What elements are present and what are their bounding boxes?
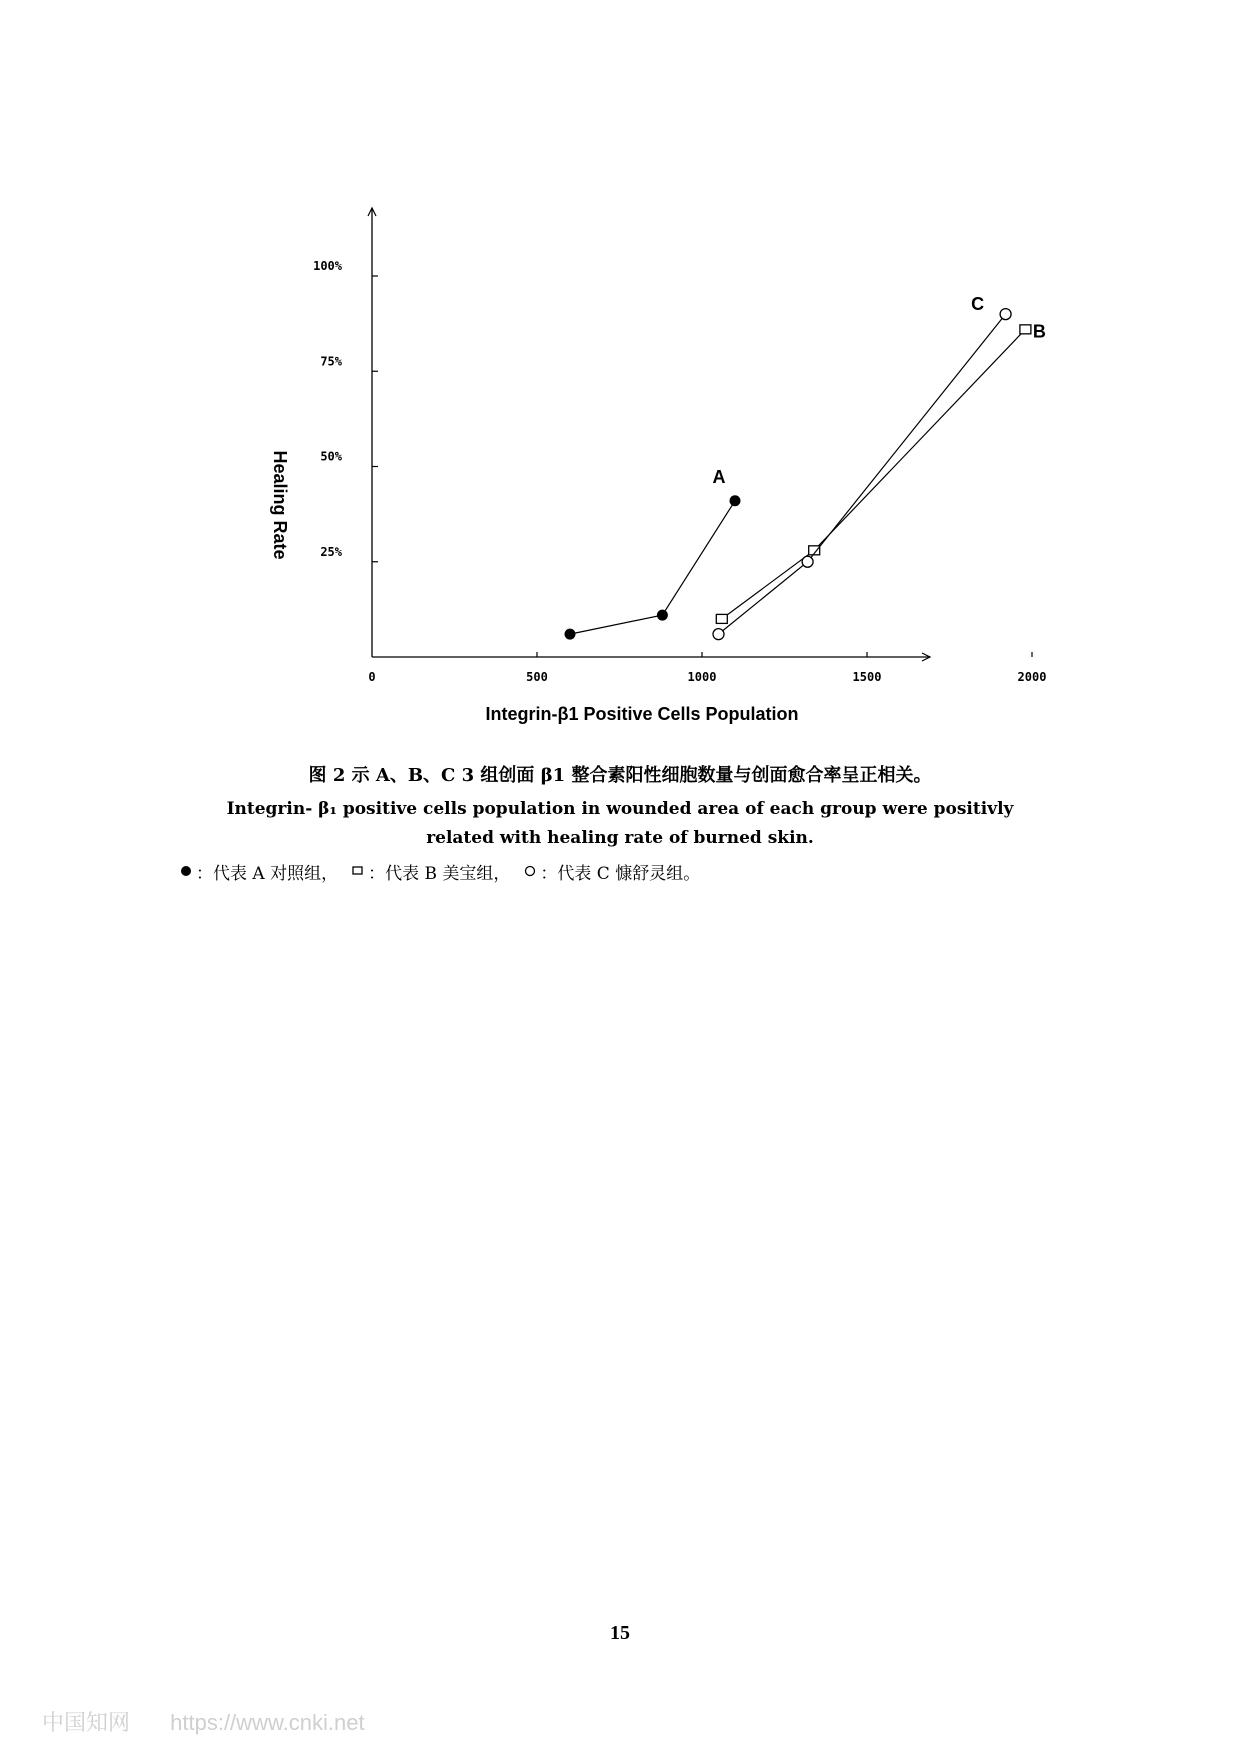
series-line bbox=[719, 314, 1006, 634]
series-a bbox=[565, 467, 741, 640]
figure-caption-english-line1: Integrin- β₁ positive cells population in wounded area of each group were positivly bbox=[226, 799, 1014, 819]
data-point bbox=[1020, 325, 1031, 334]
y-tick-label: 75% bbox=[320, 354, 342, 369]
x-tick-label: 2000 bbox=[1017, 670, 1047, 684]
page-number: 15 bbox=[610, 1622, 630, 1644]
filled-circle-icon bbox=[180, 862, 192, 882]
x-tick-label: 1000 bbox=[687, 670, 717, 684]
x-tick-label: 0 bbox=[368, 670, 376, 684]
figure-caption-chinese: 图 2 示 A、B、C 3 组创面 β1 整合素阳性细胞数量与创面愈合率呈正相关。 bbox=[308, 765, 932, 786]
watermark-url: https://www.cnki.net bbox=[170, 1710, 365, 1735]
y-axis-ticks bbox=[313, 259, 378, 562]
series-line bbox=[722, 329, 1026, 619]
data-point bbox=[1000, 309, 1011, 320]
y-axis-title: Healing Rate bbox=[270, 450, 290, 560]
series-label: A bbox=[712, 466, 726, 487]
data-point bbox=[657, 610, 668, 621]
y-tick-label: 25% bbox=[320, 544, 342, 559]
legend-item-c: ：代表 C 慷舒灵组。 bbox=[540, 864, 701, 884]
series-b bbox=[716, 321, 1046, 623]
x-axis-title: Integrin-β1 Positive Cells Population bbox=[485, 704, 799, 724]
data-point bbox=[716, 614, 727, 623]
open-square-icon bbox=[352, 862, 364, 882]
axes bbox=[368, 208, 930, 661]
series-line bbox=[570, 501, 735, 634]
series-label: C bbox=[971, 294, 985, 315]
y-tick-label: 50% bbox=[320, 449, 342, 464]
watermark bbox=[42, 1706, 399, 1737]
y-tick-label: 100% bbox=[313, 259, 342, 273]
data-point bbox=[730, 495, 741, 506]
data-point bbox=[565, 629, 576, 640]
data-point bbox=[802, 556, 813, 567]
series-layer bbox=[565, 294, 1046, 640]
legend-item-b: ：代表 B 美宝组， bbox=[368, 864, 511, 884]
figure-caption-english-line2: related with healing rate of burned skin. bbox=[426, 828, 814, 848]
watermark-brand: 中国知网 bbox=[42, 1710, 131, 1735]
open-circle-icon bbox=[524, 862, 536, 882]
series-c bbox=[713, 294, 1011, 640]
legend-item-a: ：代表 A 对照组， bbox=[196, 864, 339, 884]
healing-rate-chart bbox=[0, 0, 1240, 740]
x-tick-label: 1500 bbox=[852, 670, 882, 684]
data-point bbox=[713, 629, 724, 640]
legend bbox=[180, 859, 700, 884]
x-tick-label: 500 bbox=[526, 670, 548, 684]
series-label: B bbox=[1032, 321, 1046, 342]
